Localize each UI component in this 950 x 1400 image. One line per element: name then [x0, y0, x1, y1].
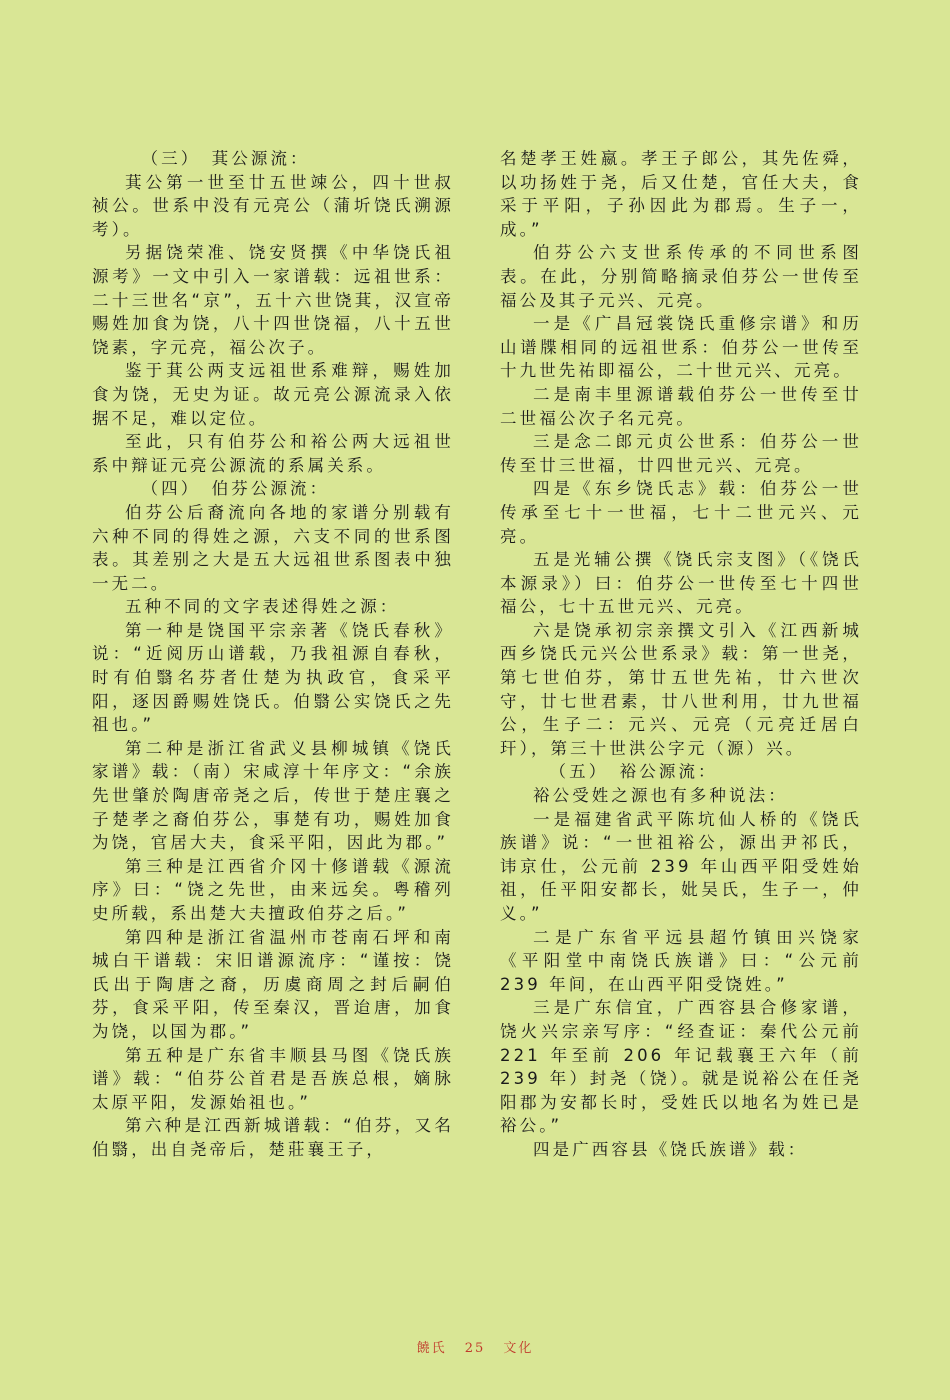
section-heading: （五） 裕公源流：	[549, 762, 718, 782]
paragraph: 五种不同的文字表述得姓之源：	[125, 597, 400, 617]
paragraph: 伯芬公后裔流向各地的家谱分别载有六种不同的得姓之源，六支不同的世系图表。其差别之大是五大远祖世系图表中独一无二。	[92, 502, 454, 593]
page-number: 25	[464, 1341, 486, 1356]
footer-surname: 饒氏	[416, 1341, 447, 1356]
paragraph: 四是广西容县《饶氏族谱》载：	[533, 1139, 808, 1159]
paragraph: 三是念二郎元贞公世系：伯芬公一世传至廿三世福，廿四世元兴、元亮。	[500, 432, 862, 475]
paragraph: 二是南丰里源谱载伯芬公一世传至廿二世福公次子名元亮。	[500, 384, 862, 428]
section-heading: （四） 伯芬公源流：	[141, 479, 330, 499]
paragraph: 五是光辅公撰《饶氏宗支图》（《饶氏本源录》）曰：伯芬公一世传至七十四世福公，七十五世元兴、元亮。	[500, 550, 862, 617]
right-text-column	[500, 147, 862, 1162]
paragraph: 第六种是江西新城谱载：“伯芬，又名伯翳，出自尧帝后，楚莊襄王子，	[92, 1116, 454, 1159]
paragraph: 名楚孝王姓嬴。孝王子郎公，其先佐舜，以功扬姓于尧，后又仕楚，官任大夫，食采于平阳，子孙因此为郡焉。生子一，成。”	[500, 149, 862, 239]
footer-culture: 文化	[503, 1341, 534, 1356]
paragraph: 第五种是广东省丰顺县马图《饶氏族谱》载：“伯芬公首君是吾族总根，嫡脉太原平阳，发源始祖也。”	[92, 1045, 454, 1112]
paragraph: 裕公受姓之源也有多种说法：	[533, 786, 788, 806]
paragraph: 六是饶承初宗亲撰文引入《江西新城西乡饶氏元兴公世系录》载：第一世尧，第七世伯芬，第廿五世先祐，廿六世次守，廿七世君素，廿八世利用，廿九世福公，生子二：元兴、元亮（元亮迁居白玕），第三十世洪公字元（源）兴。	[500, 620, 862, 758]
paragraph: 一是福建省武平陈坑仙人桥的《饶氏族谱》说：“一世祖裕公，源出尹祁氏，讳京仕，公元前 239 年山西平阳受姓始祖，任平阳安都长，妣吴氏，生子一，仲义。”	[500, 809, 862, 923]
paragraph: 第一种是饶国平宗亲著《饶氏春秋》说：“近阅历山谱载，乃我祖源自春秋，时有伯翳名芬者仕楚为执政官，食采平阳，逐因爵赐姓饶氏。伯翳公实饶氏之先祖也。”	[92, 620, 454, 735]
page-footer	[0, 1337, 950, 1356]
paragraph: 四是《东乡饶氏志》载：伯芬公一世传承至七十一世福，七十二世元兴、元亮。	[500, 479, 862, 546]
paragraph: 伯芬公六支世系传承的不同世系图表。在此，分别简略摘录伯芬公一世传至福公及其子元兴、元亮。	[500, 243, 862, 310]
paragraph: 一是《广昌冠裳饶氏重修宗谱》和历山谱牒相同的远祖世系：伯芬公一世传至十九世先祐即福公，二十世元兴、元亮。	[500, 314, 862, 381]
paragraph: 第三种是江西省介冈十修谱载《源流序》曰：“饶之先世，由来远矣。粤稽列史所载，系出楚大夫擅政伯芬之后。”	[92, 856, 454, 923]
paragraph: 三是广东信宜，广西容县合修家谱，饶火兴宗亲写序：“经查证：秦代公元前 221 年至前 206 年记载襄王六年（前 239 年）封尧（饶）。就是说裕公在任尧阳郡为安都长时，受姓氏以地名为姓已是裕公。”	[500, 998, 862, 1136]
paragraph: 鉴于萁公两支远祖世系难辩，赐姓加食为饶，无史为证。故元亮公源流录入依据不足，难以定位。	[92, 361, 454, 428]
paragraph: 第二种是浙江省武义县柳城镇《饶氏家谱》载：（南）宋咸淳十年序文：“余族先世肇於陶唐帝尧之后，传世于楚庄襄之子楚孝之裔伯芬公，事楚有功，赐姓加食为饶，官居大夫，食采平阳，因此为郡。”	[92, 738, 454, 853]
paragraph: 二是广东省平远县超竹镇田兴饶家《平阳堂中南饶氏族谱》曰：“公元前 239 年间，在山西平阳受饶姓。”	[500, 927, 862, 994]
left-text-column	[92, 147, 454, 1162]
paragraph: 至此，只有伯芬公和裕公两大远祖世系中辩证元亮公源流的系属关系。	[92, 432, 454, 475]
paragraph: 另据饶荣准、饶安贤撰《中华饶氏祖源考》一文中引入一家谱载：远祖世系：二十三世名“京”，五十六世饶萁，汉宣帝赐姓加食为饶，八十四世饶福，八十五世饶素，字元亮，福公次子。	[92, 243, 454, 357]
section-heading: （三） 萁公源流：	[141, 149, 310, 168]
paragraph: 第四种是浙江省温州市苍南石坪和南城白干谱载：宋旧谱源流序：“谨按：饶氏出于陶唐之裔，历虞商周之封后嗣伯芬，食采平阳，传至秦汉，晋迨唐，加食为饶，以国为郡。”	[92, 927, 454, 1041]
paragraph: 萁公第一世至廿五世竦公，四十世叔祯公。世系中没有元亮公（蒲圻饶氏溯源考）。	[92, 172, 454, 239]
